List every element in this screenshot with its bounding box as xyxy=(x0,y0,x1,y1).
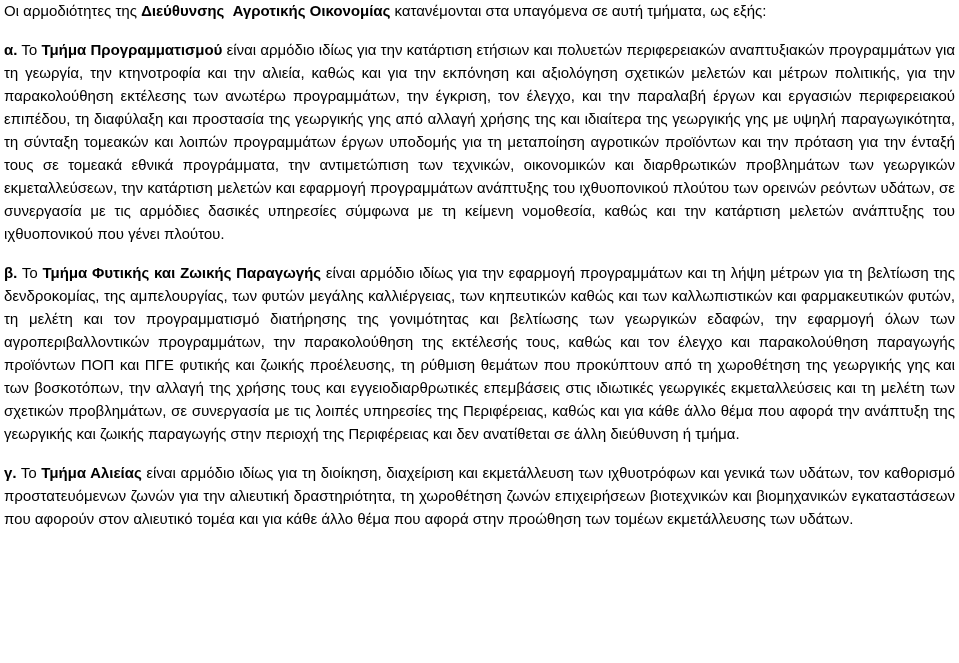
paragraph-a-pre: Το xyxy=(17,42,42,59)
intro-directorate-word: Διεύθυνσης xyxy=(141,3,225,20)
paragraph-c-department-name: Τμήμα Αλιείας xyxy=(41,465,142,482)
paragraph-c-pre: Το xyxy=(16,465,42,482)
paragraph-c-text: είναι αρμόδιο ιδίως για τη διοίκηση, διαχείριση και εκμετάλλευση των ιχθυοτρόφων και γενικά των υδάτων, τον καθορισμό προστατευόμενων ζωνών για την αλιευτική δραστηριότητα, τη χωροθέτηση ζωνών επιχειρήσεων βιοτεχνικών και βιομηχανικών εγκαταστάσεων που αφορούν στον αλιευτικό τομέα και για κάθε άλλο θέμα που αφορά στην προώθηση των τομέων εκμετάλλευσης των υδάτων. xyxy=(4,465,955,528)
paragraph-a-department-name: Τμήμα Προγραμματισμού xyxy=(41,42,223,59)
paragraph-a-text: είναι αρμόδιο ιδίως για την κατάρτιση ετήσιων και πολυετών περιφερειακών αναπτυξιακών προγραμμάτων για τη γεωργία, την κτηνοτροφία και την αλιεία, καθώς και για την εκπόνηση και αξιολόγηση σχετικών μελετών και μέτρων πολιτικής, για την παρακολούθηση εκτέλεσης των ανωτέρω προγραμμάτων, την έγκριση, τον έλεγχο, και την παραλαβή έργων και εργασιών περιφερειακού επιπέδου, τη διαφύλαξη και προστασία της γεωργικής γης από αλλαγή χρήσης της και ιδιαίτερα της γεωργικής γης με υψηλή παραγωγικότητα, τη σύνταξη τομεακών και λοιπών προγραμμάτων έργων υποδομής για τη μεταποίηση αγροτικών προϊόντων και την πρόταση για την ένταξή τους σε τομεακά εθνικά προγράμματα, την αντιμετώπιση των τεχνικών, οικονομικών και διαρθρωτικών προβλημάτων των γεωργικών εκμεταλλεύσεων, την κατάρτιση μελετών και εφαρμογή προγραμμάτων ανάπτυξης του ιχθυοπονικού πλούτου των ορεινών ρεόντων υδάτων, σε συνεργασία με τις αρμόδιες δασικές υπηρεσίες σύμφωνα με τη κείμενη νομοθεσία, καθώς και την κατάρτιση μελετών ανάπτυξης του ιχθυοπονικού που γένει πλούτου. xyxy=(4,42,956,243)
intro-gap xyxy=(224,3,232,20)
intro-paragraph xyxy=(4,0,955,23)
paragraph-b-marker: β. xyxy=(4,265,18,282)
intro-prefix: Οι αρμοδιότητες της xyxy=(4,3,142,20)
paragraph-b-department-name: Τμήμα Φυτικής και Ζωικής Παραγωγής xyxy=(42,265,322,282)
paragraph-b-text: είναι αρμόδιο ιδίως για την εφαρμογή προγραμμάτων και τη λήψη μέτρων για τη βελτίωση της δενδροκομίας, της αμπελουργίας, των φυτών μεγάλης καλλιέργειας, των κηπευτικών καθώς και των καλλωπιστικών και φαρμακευτικών φυτών, τη μελέτη και τον προγραμματισμό διατήρησης της γονιμότητας και βελτίωσης των γεωργικών εδαφών, την εφαρμογή όλων των αγροπεριβαλλοντικών προγραμμάτων, την παρακολούθηση της εκτέλεσής τους, καθώς και τον έλεγχο και παρακολούθηση παραγωγής προϊόντων ΠΟΠ και ΠΓΕ φυτικής και ζωικής προέλευσης, τη ρύθμιση θεμάτων που προκύπτουν από τη χωροθέτηση της γεωργικής γης και των βοσκοτόπων, την αλλαγή της χρήσης τους και εγγειοδιαρθρωτικές επεμβάσεις στις ιδιωτικές γεωργικές εκμεταλλεύσεις και τη μελέτη των σχετικών προβλημάτων, σε συνεργασία με τις λοιπές υπηρεσίες της Περιφέρειας, καθώς και για κάθε άλλο θέμα που αφορά την ανάπτυξη της γεωργικής και ζωικής παραγωγής στην περιοχή της Περιφέρειας και δεν ανατίθεται σε άλλη διεύθυνση ή τμήμα. xyxy=(4,265,955,443)
paragraph-a xyxy=(4,39,955,246)
paragraph-b xyxy=(4,262,955,446)
paragraph-c xyxy=(4,462,955,531)
paragraph-a-marker: α. xyxy=(4,42,18,59)
intro-directorate-name: Αγροτικής Οικονομίας xyxy=(232,3,391,20)
paragraph-b-pre: Το xyxy=(17,265,43,282)
intro-suffix: κατανέμονται στα υπαγόμενα σε αυτή τμήματα, ως εξής: xyxy=(390,3,767,20)
paragraph-c-marker: γ. xyxy=(4,465,17,482)
